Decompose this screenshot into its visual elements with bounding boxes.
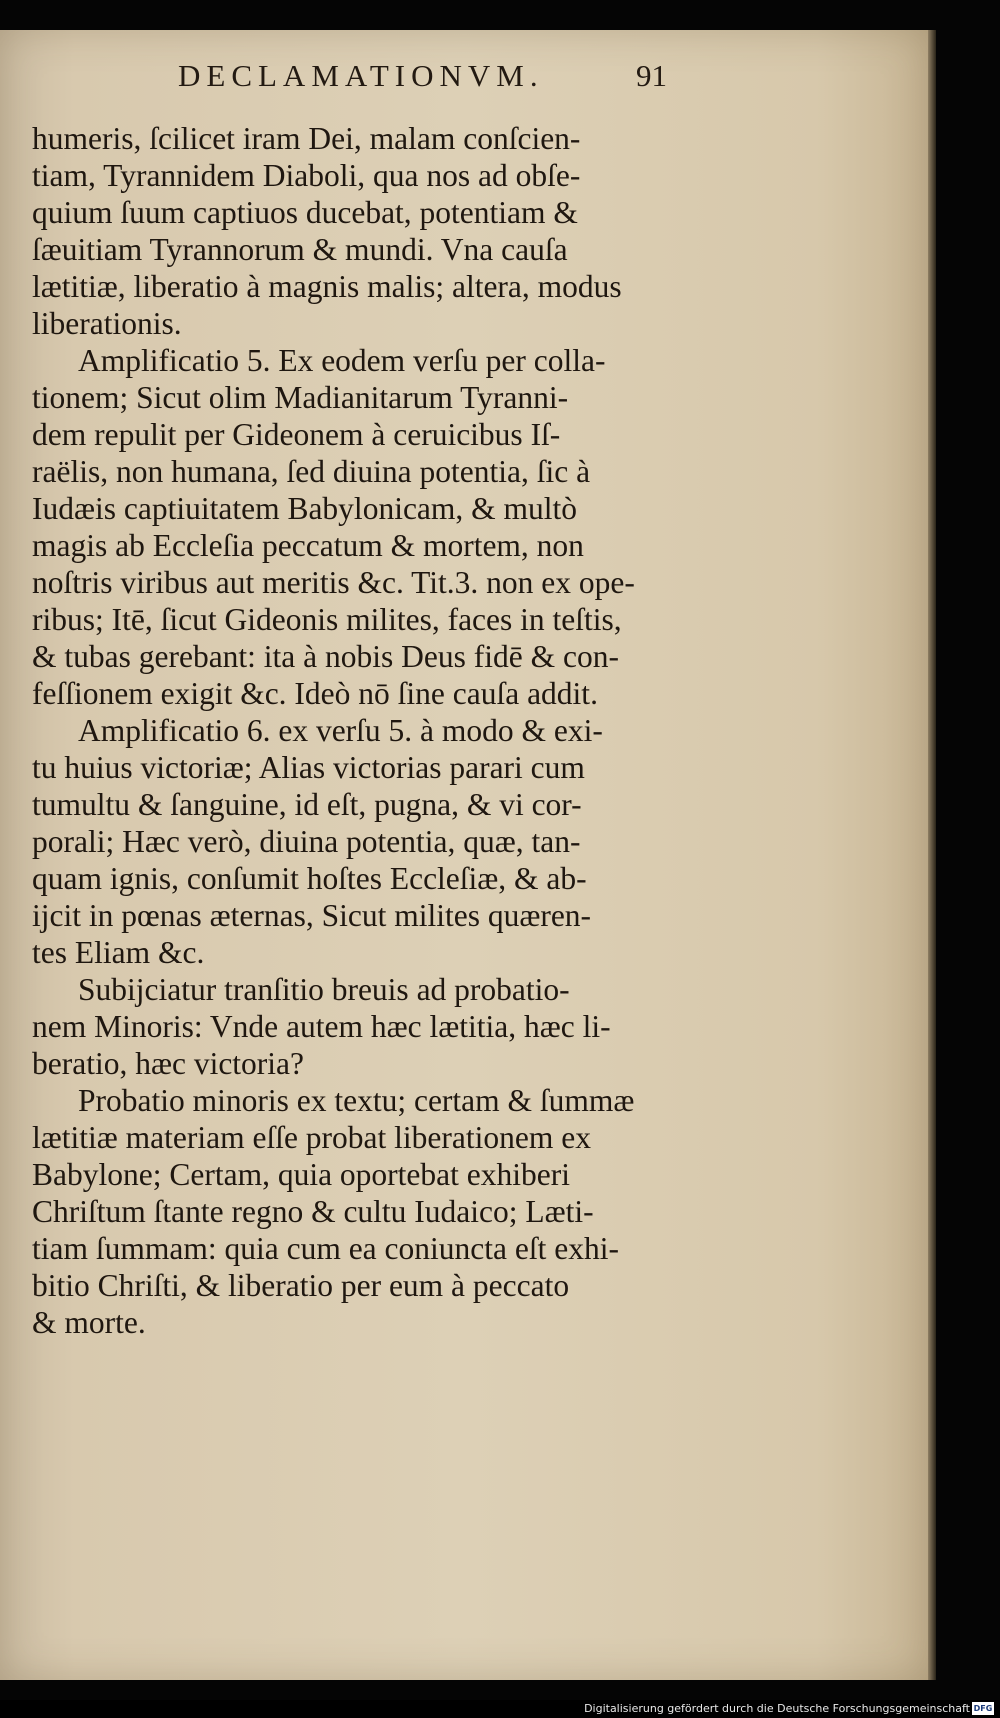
text-line: Subijciatur tranſitio breuis ad probatio- [78,972,570,1007]
text-line: raëlis, non humana, ſed diuina potentia, ſic à [32,454,591,489]
body-text [32,120,682,1341]
text-line: nem Minoris: Vnde autem hæc lætitia, hæc li- [32,1009,611,1044]
text-line: porali; Hæc verò, diuina potentia, quæ, tan- [32,824,581,859]
running-head-title: DECLAMATIONVM. [178,58,544,93]
text-line: quam ignis, conſumit hoſtes Eccleſiæ, & ab- [32,861,587,896]
text-line: Probatio minoris ex textu; certam & ſummæ [78,1083,635,1118]
dfg-logo-icon: DFG [973,1704,993,1713]
text-line: Iudæis captiuitatem Babylonicam, & multò [32,491,578,526]
text-line: ijcit in pœnas æternas, Sicut milites quæren- [32,898,592,933]
text-line: quium ſuum captiuos ducebat, potentiam & [32,195,578,230]
footer-credit: Digitalisierung gefördert durch die Deutsche Forschungsgemeinschaft [584,1702,970,1715]
text-line: humeris, ſcilicet iram Dei, malam conſcien- [32,121,581,156]
text-line: ſæuitiam Tyrannorum & mundi. Vna cauſa [32,232,568,267]
page-edge [928,30,936,1680]
text-line: & tubas gerebant: ita à nobis Deus fidē & con- [32,639,619,674]
text-line: tionem; Sicut olim Madianitarum Tyranni- [32,380,569,415]
text-line: tes Eliam &c. [32,935,205,970]
text-line: beratio, hæc victoria? [32,1046,305,1081]
text-line: ribus; Itē, ſicut Gideonis milites, faces in teſtis, [32,602,622,637]
text-line: Babylone; Certam, quia oportebat exhiberi [32,1157,570,1192]
text-line: tumultu & ſanguine, id eſt, pugna, & vi cor- [32,787,582,822]
text-line: & morte. [32,1305,146,1340]
text-line: liberationis. [32,306,182,341]
text-line: dem repulit per Gideonem à ceruicibus Iſ- [32,417,561,452]
text-line: lætitiæ materiam eſſe probat liberationem ex [32,1120,591,1155]
page-number: 91 [636,58,667,93]
text-line: Chriſtum ſtante regno & cultu Iudaico; Læti- [32,1194,594,1229]
text-line: Amplificatio 6. ex verſu 5. à modo & exi- [78,713,603,748]
text-line: Amplificatio 5. Ex eodem verſu per colla- [78,343,606,378]
text-line: tu huius victoriæ; Alias victorias parari cum [32,750,585,785]
text-line: feſſionem exigit &c. Ideò nō ſine cauſa addit. [32,676,598,711]
running-head [0,58,928,114]
text-line: tiam ſummam: quia cum ea coniuncta eſt exhi- [32,1231,619,1266]
text-line: bitio Chriſti, & liberatio per eum à peccato [32,1268,570,1303]
text-line: magis ab Eccleſia peccatum & mortem, non [32,528,584,563]
text-line: noſtris viribus aut meritis &c. Tit.3. non ex ope- [32,565,635,600]
text-line: lætitiæ, liberatio à magnis malis; altera, modus [32,269,622,304]
text-line: tiam, Tyrannidem Diaboli, qua nos ad obſe- [32,158,581,193]
